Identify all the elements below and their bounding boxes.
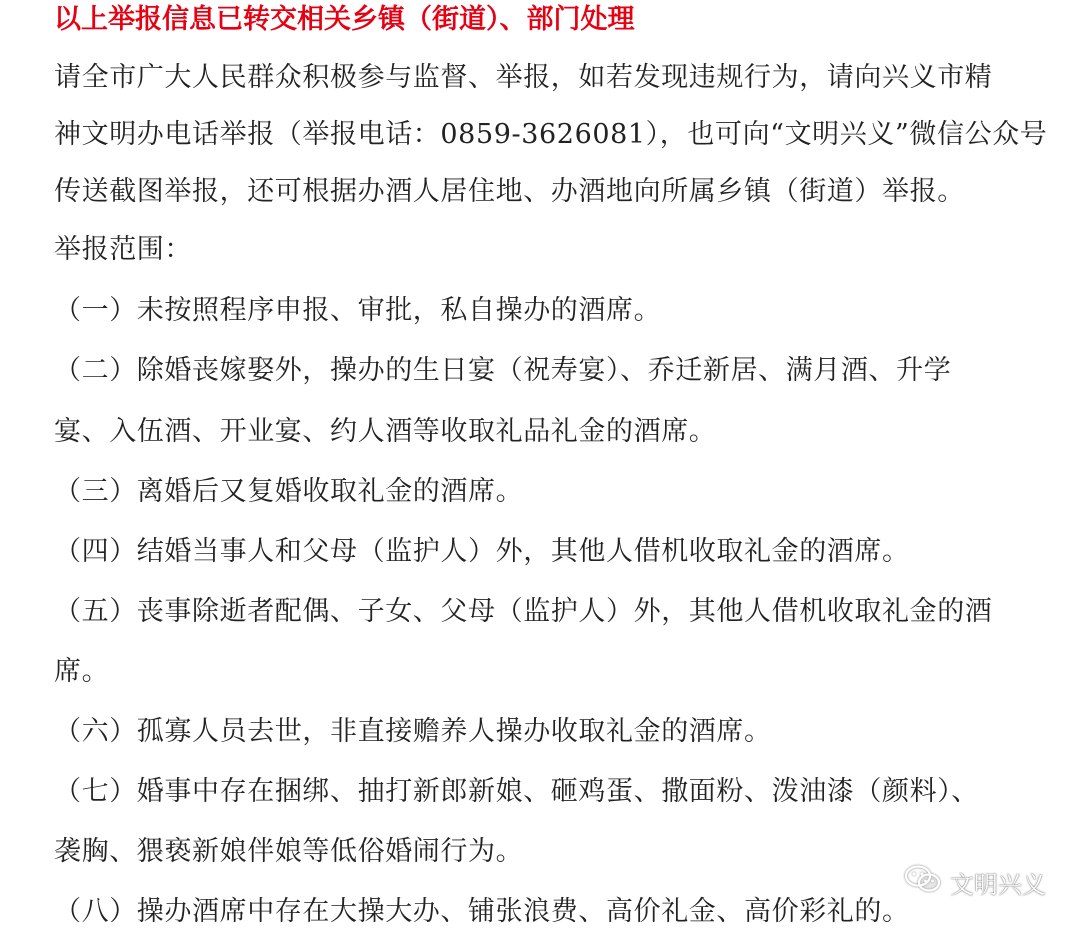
wechat-icon <box>904 864 942 900</box>
scope-item-3: （三）离婚后又复婚收取礼金的酒席。 <box>54 476 524 507</box>
watermark-label: 文明兴义 <box>950 870 1046 899</box>
scope-item-8: （八）操办酒席中存在大操大办、铺张浪费、高价礼金、高价彩礼的。 <box>54 896 910 927</box>
scope-item-7: （七）婚事中存在捆绑、抽打新郎新娘、砸鸡蛋、撒面粉、泼油漆（颜料）、 <box>54 776 979 807</box>
paragraph-line: 传送截图举报，还可根据办酒人居住地、办酒地向所属乡镇（街道）举报。 <box>54 176 965 207</box>
scope-item-2-cont: 宴、入伍酒、开业宴、约人酒等收取礼品礼金的酒席。 <box>54 416 717 447</box>
scope-item-4: （四）结婚当事人和父母（监护人）外，其他人借机收取礼金的酒席。 <box>54 536 910 567</box>
scope-title: 举报范围： <box>54 234 192 265</box>
scope-item-2: （二）除婚丧嫁娶外，操办的生日宴（祝寿宴）、乔迁新居、满月酒、升学 <box>54 355 952 386</box>
paragraph-line: 请全市广大人民群众积极参与监督、举报，如若发现违规行为，请向兴义市精 <box>54 62 993 93</box>
scope-item-5-cont: 席。 <box>54 656 110 687</box>
scope-item-1: （一）未按照程序申报、审批，私自操办的酒席。 <box>54 295 662 326</box>
paragraph-line: 神文明办电话举报（举报电话：0859-3626081），也可向“文明兴义”微信公众号 <box>54 119 1048 150</box>
scope-item-5: （五）丧事除逝者配偶、子女、父母（监护人）外，其他人借机收取礼金的酒 <box>54 596 993 627</box>
wechat-watermark <box>904 862 1046 902</box>
scope-item-6: （六）孤寡人员去世，非直接赡养人操办收取礼金的酒席。 <box>54 716 772 747</box>
notice-heading: 以上举报信息已转交相关乡镇（街道）、部门处理 <box>54 4 635 35</box>
scope-item-7-cont: 袭胸、猥亵新娘伴娘等低俗婚闹行为。 <box>54 836 524 867</box>
